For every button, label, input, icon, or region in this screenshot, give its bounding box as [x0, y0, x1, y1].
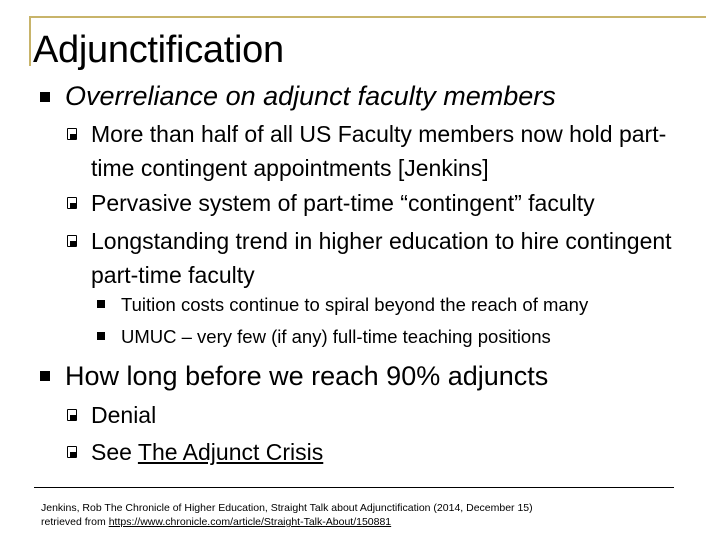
- subsub-text: UMUC – very few (if any) full-time teaching positions: [121, 326, 551, 347]
- square-bullet-icon: [97, 300, 105, 308]
- chronicle-article-link[interactable]: https://www.chronicle.com/article/Straight-Talk-About/150881: [108, 516, 392, 528]
- footnote-prefix: retrieved from: [41, 516, 109, 528]
- hollow-square-bullet-icon: [67, 446, 77, 458]
- hollow-square-bullet-icon: [67, 235, 77, 247]
- subbullet-text: Longstanding trend in higher education to hire contingent part-time faculty: [91, 228, 672, 288]
- square-bullet-icon: [40, 371, 50, 381]
- footnote-line2: [41, 515, 681, 529]
- bullet-text: How long before we reach 90% adjuncts: [65, 361, 549, 391]
- subbullet-text: More than half of all US Faculty members now hold part-time contingent appointments [Jenkins]: [91, 121, 667, 181]
- hollow-square-bullet-icon: [67, 128, 77, 140]
- adjunct-crisis-link[interactable]: The Adjunct Crisis: [137, 439, 324, 465]
- square-bullet-icon: [40, 92, 50, 102]
- footnote-line1: Jenkins, Rob The Chronicle of Higher Education, Straight Talk about Adjunctification (2014, December 15): [41, 502, 533, 514]
- title-frame-left: [29, 16, 31, 66]
- hollow-square-bullet-icon: [67, 409, 77, 421]
- bullet-text: Overreliance on adjunct faculty members: [65, 81, 556, 111]
- footnote: [41, 501, 681, 529]
- subsub-text: Tuition costs continue to spiral beyond the reach of many: [121, 294, 589, 315]
- footnote-divider: [34, 487, 674, 488]
- subbullet-text: Denial: [91, 402, 157, 428]
- square-bullet-icon: [97, 332, 105, 340]
- subbullet-text: Pervasive system of part-time “contingent” faculty: [91, 190, 595, 216]
- see-prefix: See: [91, 439, 138, 465]
- hollow-square-bullet-icon: [67, 197, 77, 209]
- subbullet-see-text: [91, 435, 691, 469]
- slide-title: Adjunctification: [33, 29, 284, 71]
- title-frame-top: [29, 16, 706, 18]
